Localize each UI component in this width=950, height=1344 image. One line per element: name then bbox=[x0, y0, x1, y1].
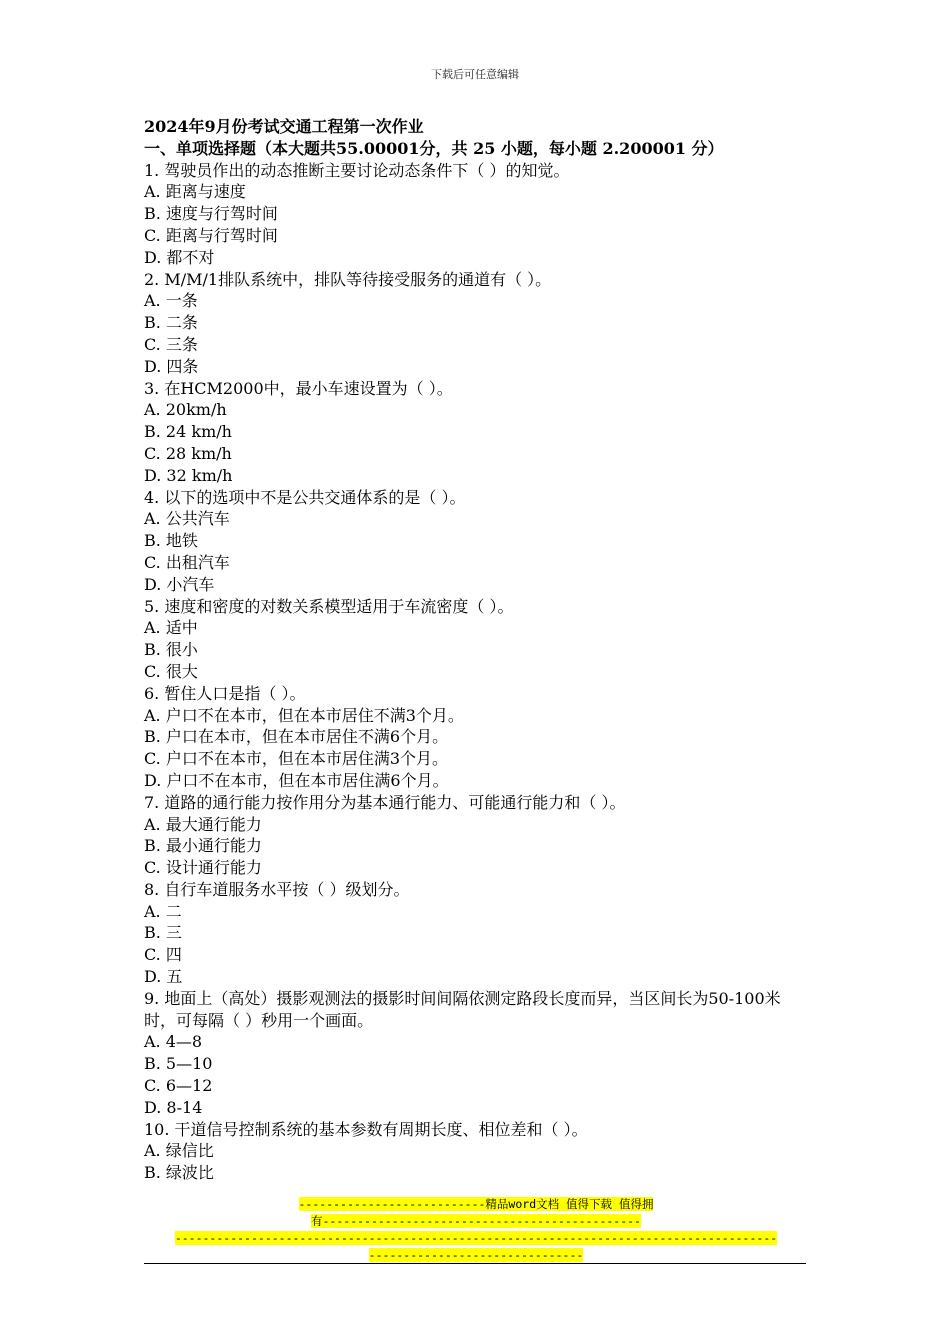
text-line: C. 距离与行驾时间 bbox=[144, 225, 278, 245]
text-line: B. 24 km/h bbox=[144, 422, 232, 442]
text-line: 1. 驾驶员作出的动态推断主要讨论动态条件下（ ）的知觉。 bbox=[144, 160, 570, 180]
footer-rule bbox=[144, 1263, 806, 1264]
text-line: D. 32 km/h bbox=[144, 465, 233, 485]
text-line: C. 三条 bbox=[144, 334, 198, 354]
text-line: A. 公共汽车 bbox=[144, 509, 230, 529]
text-line: B. 很小 bbox=[144, 640, 198, 660]
question-list-part-1 bbox=[144, 160, 808, 988]
text-line: A. 户口不在本市，但在本市居住不满3个月。 bbox=[144, 705, 464, 725]
document-title: 2024年9月份考试交通工程第一次作业 bbox=[144, 117, 424, 136]
footer-line-4: ------------------------------- bbox=[368, 1248, 584, 1262]
text-line: A. 二 bbox=[144, 901, 182, 921]
footer-banner bbox=[144, 1196, 808, 1264]
text-line: D. 五 bbox=[144, 967, 183, 987]
text-line: B. 地铁 bbox=[144, 531, 198, 551]
text-line: 5. 速度和密度的对数关系模型适用于车流密度（ ）。 bbox=[144, 596, 514, 616]
text-line: 2. M/M/1排队系统中，排队等待接受服务的通道有（ ）。 bbox=[144, 269, 552, 289]
text-line: A. 距离与速度 bbox=[144, 182, 246, 202]
text-line: B. 5—10 bbox=[144, 1054, 213, 1074]
text-line: A. 20km/h bbox=[144, 400, 227, 420]
text-line: B. 速度与行驾时间 bbox=[144, 204, 278, 224]
text-line: D. 都不对 bbox=[144, 247, 215, 267]
text-line: A. 4—8 bbox=[144, 1032, 203, 1052]
text-line: B. 三 bbox=[144, 923, 182, 943]
section-heading: 一、单项选择题（本大题共55.00001分，共 25 小题，每小题 2.200001 分） bbox=[144, 138, 724, 158]
text-line: 7. 道路的通行能力按作用分为基本通行能力、可能通行能力和（ ）。 bbox=[144, 792, 626, 812]
text-line: C. 28 km/h bbox=[144, 443, 232, 463]
footer-line-1: ---------------------------精品word文档 值得下载 值得拥 bbox=[298, 1197, 654, 1211]
question-9-text: 9. 地面上（高处）摄影观测法的摄影时间间隔依测定路段长度而异，当区间长为50-100米时，可每隔（ ）秒用一个画面。 bbox=[144, 988, 781, 1030]
text-line: D. 小汽车 bbox=[144, 574, 215, 594]
text-line: D. 户口不在本市，但在本市居住满6个月。 bbox=[144, 770, 449, 790]
text-line: B. 二条 bbox=[144, 313, 198, 333]
text-line: 8. 自行车道服务水平按（ ）级划分。 bbox=[144, 879, 410, 899]
text-line: 3. 在HCM2000中，最小车速设置为（ ）。 bbox=[144, 378, 453, 398]
footer-line-3: --------------------------------------------------------------------------------------- bbox=[174, 1231, 778, 1245]
text-line: 4. 以下的选项中不是公共交通体系的是（ ）。 bbox=[144, 487, 466, 507]
text-line: C. 很大 bbox=[144, 661, 198, 681]
text-line: D. 四条 bbox=[144, 356, 199, 376]
text-line: A. 一条 bbox=[144, 291, 198, 311]
text-line: A. 适中 bbox=[144, 618, 198, 638]
question-list-part-2 bbox=[144, 1031, 808, 1184]
text-line: C. 四 bbox=[144, 945, 182, 965]
header-note: 下载后可任意编辑 bbox=[431, 68, 519, 81]
footer-line-2: 有---------------------------------------------- bbox=[311, 1214, 641, 1228]
text-line: B. 绿波比 bbox=[144, 1163, 214, 1183]
text-line: A. 绿信比 bbox=[144, 1141, 214, 1161]
text-line: C. 设计通行能力 bbox=[144, 858, 262, 878]
text-line: B. 户口在本市，但在本市居住不满6个月。 bbox=[144, 727, 449, 747]
text-line: C. 6—12 bbox=[144, 1076, 213, 1096]
text-line: 6. 暂住人口是指（ ）。 bbox=[144, 683, 306, 703]
text-line: A. 最大通行能力 bbox=[144, 814, 262, 834]
text-line: C. 出租汽车 bbox=[144, 552, 230, 572]
text-line: D. 8-14 bbox=[144, 1097, 203, 1117]
text-line: B. 最小通行能力 bbox=[144, 836, 262, 856]
text-line: C. 户口不在本市，但在本市居住满3个月。 bbox=[144, 749, 449, 769]
text-line: 10. 干道信号控制系统的基本参数有周期长度、相位差和（ ）。 bbox=[144, 1119, 588, 1139]
document-content bbox=[144, 116, 808, 1184]
